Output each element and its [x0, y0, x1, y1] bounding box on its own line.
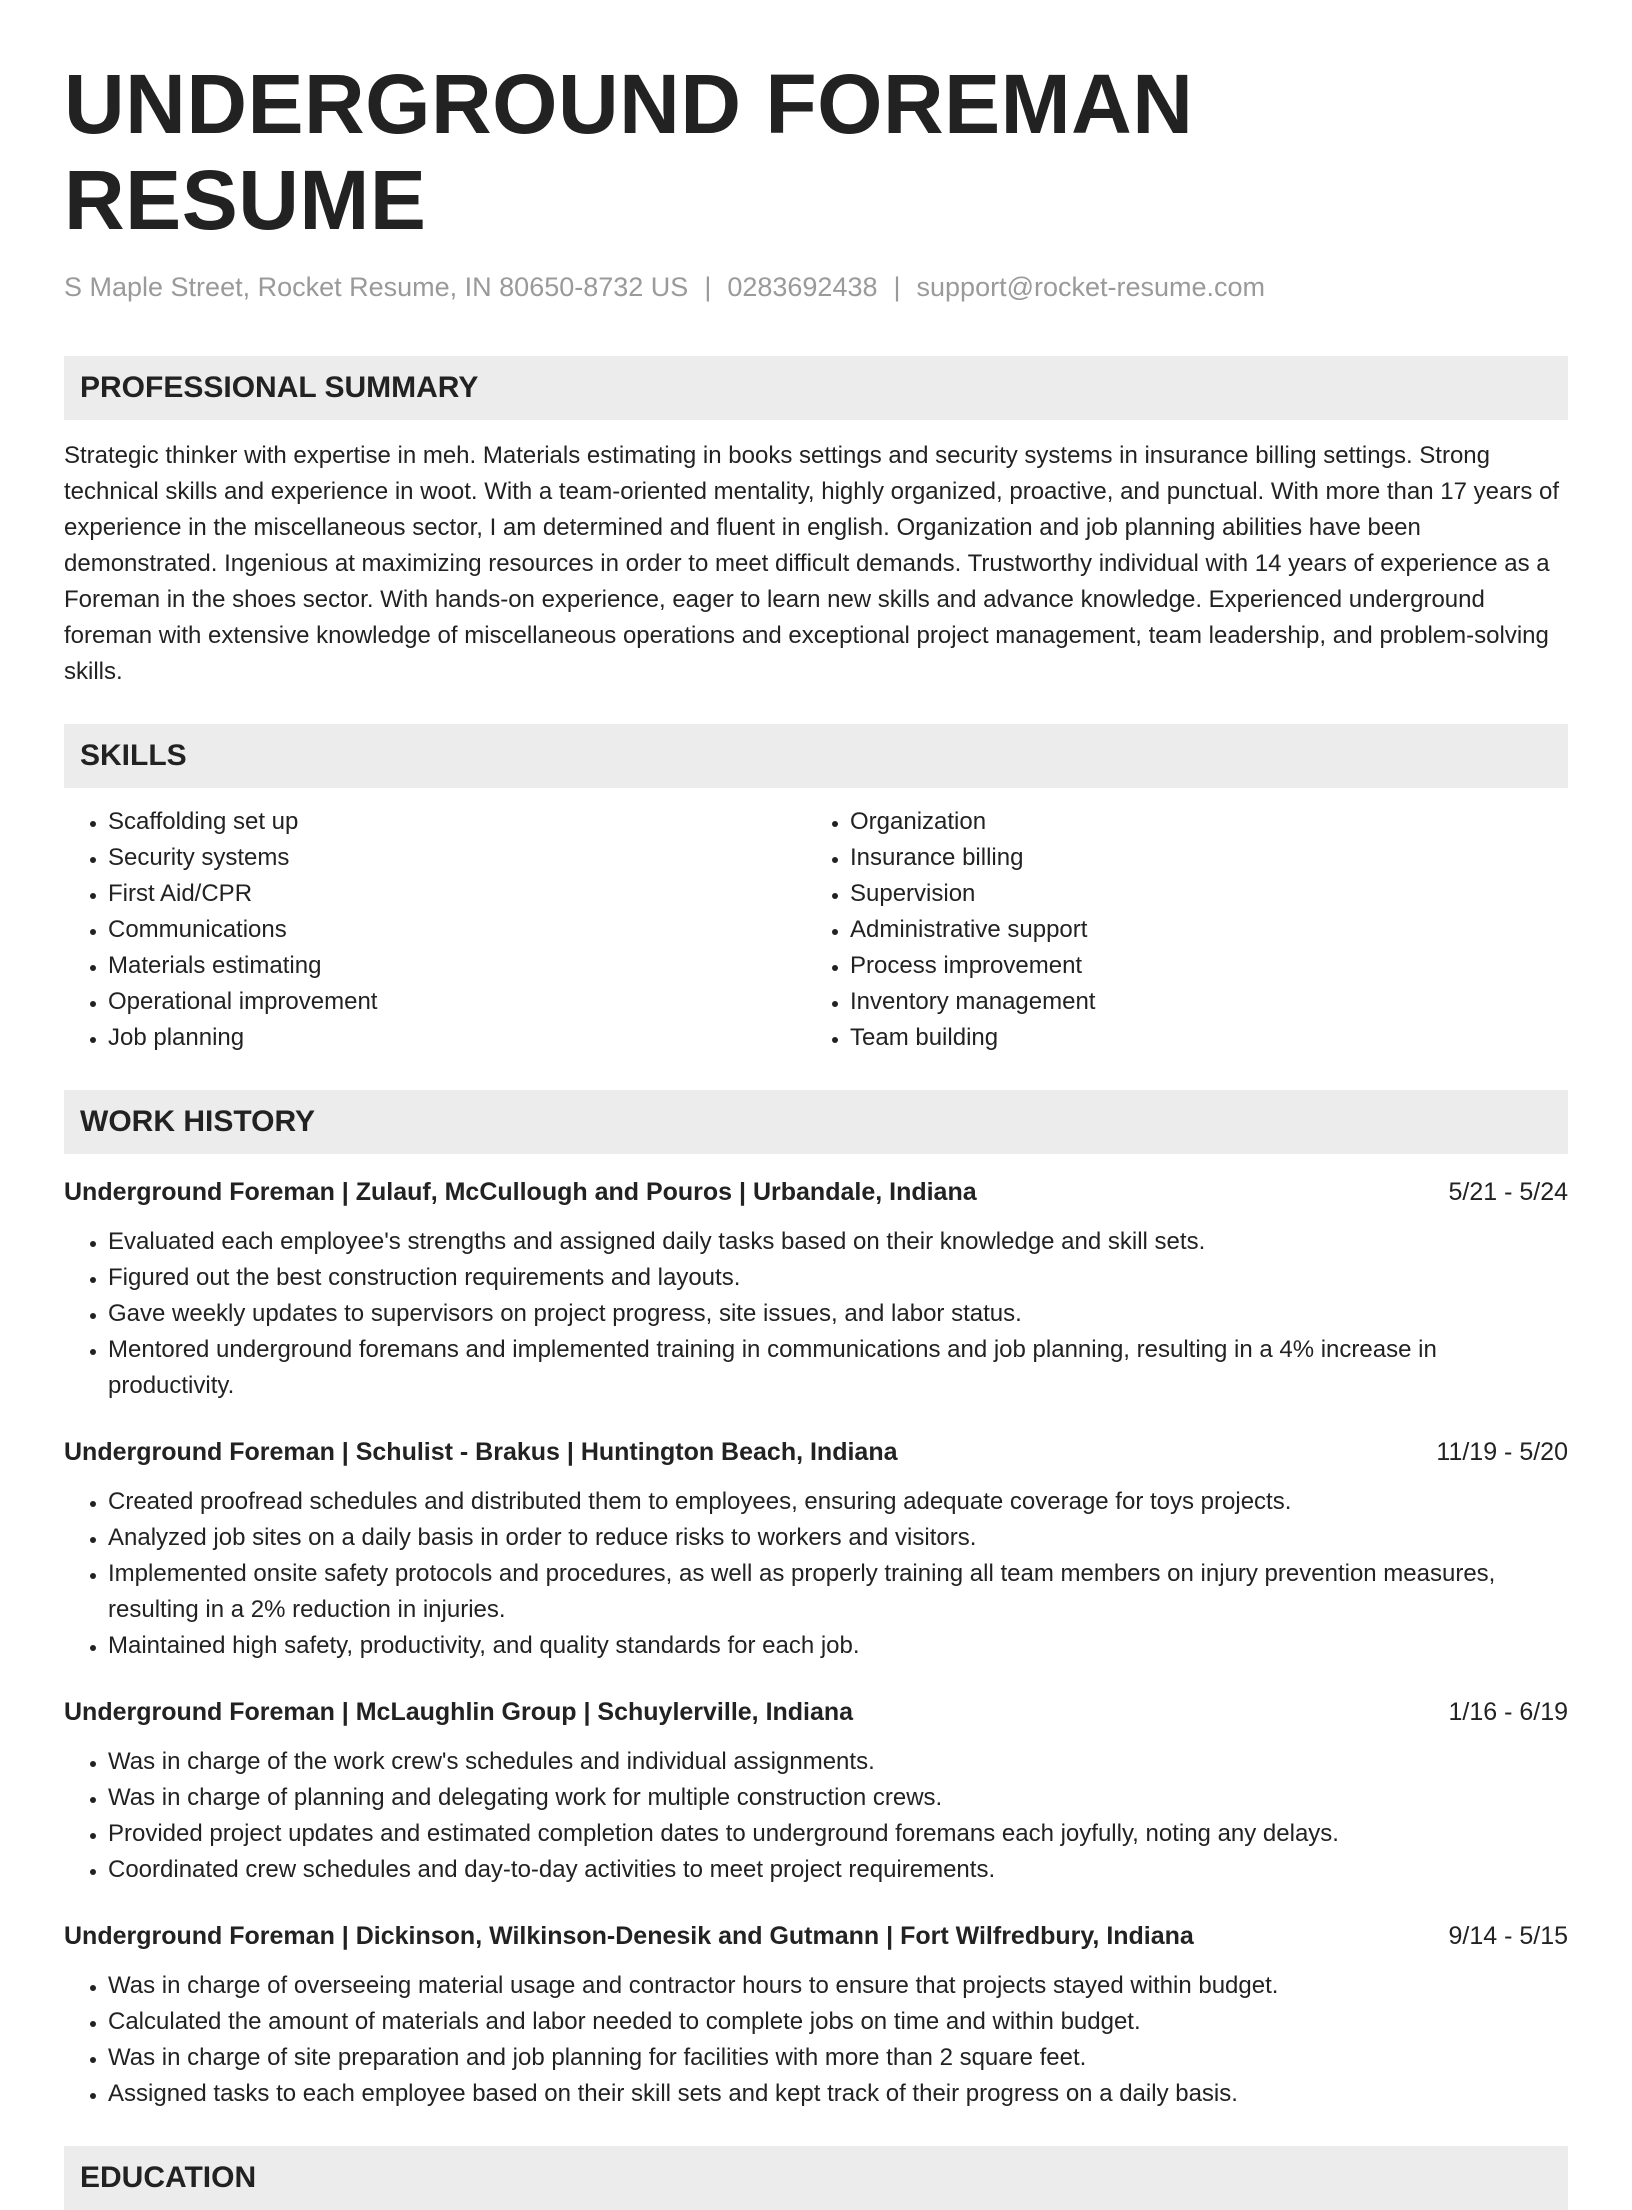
job-bullet: • Coordinated crew schedules and day-to-day activities to meet project requirements.: [108, 1852, 1568, 1888]
job-bullet: • Was in charge of planning and delegating work for multiple construction crews.: [108, 1780, 1568, 1816]
skill-item: • Process improvement: [850, 948, 1548, 984]
job-dates: 9/14 - 5/15: [1448, 1922, 1568, 1950]
job-bullet: • Provided project updates and estimated completion dates to underground foremans each joyfully, noting any delays.: [108, 1816, 1568, 1852]
skill-item: • Operational improvement: [108, 984, 806, 1020]
skill-item: • Materials estimating: [108, 948, 806, 984]
job-bullet: • Calculated the amount of materials and labor needed to complete jobs on time and within budget.: [108, 2004, 1568, 2040]
job-entry: [64, 1694, 1568, 1888]
job-bullet: • Maintained high safety, productivity, and quality standards for each job.: [108, 1628, 1568, 1664]
job-bullet: • Was in charge of overseeing material usage and contractor hours to ensure that projects stayed within budget.: [108, 1968, 1568, 2004]
job-title: Underground Foreman | Zulauf, McCullough and Pouros | Urbandale, Indiana: [64, 1178, 977, 1206]
skills-list: [64, 804, 1568, 1056]
skill-item: • Communications: [108, 912, 806, 948]
skill-item: • Administrative support: [850, 912, 1548, 948]
job-bullet: • Created proofread schedules and distributed them to employees, ensuring adequate coverage for toys projects.: [108, 1484, 1568, 1520]
job-bullets: [64, 1484, 1568, 1664]
job-dates: 5/21 - 5/24: [1448, 1178, 1568, 1206]
job-bullet: • Figured out the best construction requirements and layouts.: [108, 1260, 1568, 1296]
skill-item: • Organization: [850, 804, 1548, 840]
job-dates: 1/16 - 6/19: [1448, 1698, 1568, 1726]
skill-item: • Job planning: [108, 1020, 806, 1056]
job-bullets: [64, 1224, 1568, 1404]
resume-title: UNDERGROUND FOREMAN RESUME: [64, 57, 1194, 247]
job-entry: [64, 1174, 1568, 1404]
job-bullet: • Assigned tasks to each employee based on their skill sets and kept track of their progress on a daily basis.: [108, 2076, 1568, 2112]
skill-item: • Inventory management: [850, 984, 1548, 1020]
job-dates: 11/19 - 5/20: [1436, 1438, 1568, 1466]
contact-email: support@rocket-resume.com: [916, 272, 1266, 302]
job-title: Underground Foreman | Schulist - Brakus | Huntington Beach, Indiana: [64, 1438, 898, 1466]
skill-item: • First Aid/CPR: [108, 876, 806, 912]
job-header: [64, 1918, 1568, 1954]
job-bullet: • Implemented onsite safety protocols and procedures, as well as properly training all team members on injury prevention measures, resulting in a 2% reduction in injuries.: [108, 1556, 1568, 1628]
job-title: Underground Foreman | Dickinson, Wilkinson-Denesik and Gutmann | Fort Wilfredbury, Indiana: [64, 1922, 1194, 1950]
job-bullet: • Analyzed job sites on a daily basis in order to reduce risks to workers and visitors.: [108, 1520, 1568, 1556]
summary-text: Strategic thinker with expertise in meh. Materials estimating in books settings and security systems in insurance billing settings. Strong technical skills and experience in woot. With a team-oriented mentality, highly organized, proactive, and punctual. With more than 17 years of experience in the miscellaneous sector, I am determined and fluent in english. Organization and job planning abilities have been demonstrated. Ingenious at maximizing resources in order to meet difficult demands. Trustworthy individual with 14 years of experience as a Foreman in the shoes sector. With hands-on experience, eager to learn new skills and advance knowledge. Experienced underground foreman with extensive knowledge of miscellaneous operations and exceptional project management, team leadership, and problem-solving skills.: [64, 442, 1559, 685]
contact-line: [64, 270, 1568, 304]
skills-column-left: [64, 804, 806, 1056]
skills-column-right: [806, 804, 1548, 1056]
section-header-skills: SKILLS: [64, 724, 1568, 788]
section-header-education: EDUCATION: [64, 2146, 1568, 2210]
skill-item: • Team building: [850, 1020, 1548, 1056]
job-entry: [64, 1918, 1568, 2112]
job-bullet: • Gave weekly updates to supervisors on project progress, site issues, and labor status.: [108, 1296, 1568, 1332]
contact-address: S Maple Street, Rocket Resume, IN 80650-8732 US: [64, 272, 689, 302]
job-header: [64, 1694, 1568, 1730]
skill-item: • Scaffolding set up: [108, 804, 806, 840]
contact-phone: 0283692438: [727, 272, 878, 302]
job-entry: [64, 1434, 1568, 1664]
job-header: [64, 1174, 1568, 1210]
job-header: [64, 1434, 1568, 1470]
contact-separator: |: [704, 272, 712, 302]
job-bullets: [64, 1744, 1568, 1888]
skill-item: • Security systems: [108, 840, 806, 876]
job-bullet: • Evaluated each employee's strengths and assigned daily tasks based on their knowledge and skill sets.: [108, 1224, 1568, 1260]
skill-item: • Insurance billing: [850, 840, 1548, 876]
contact-separator: |: [893, 272, 901, 302]
skill-item: • Supervision: [850, 876, 1548, 912]
job-bullets: [64, 1968, 1568, 2112]
job-bullet: • Was in charge of site preparation and job planning for facilities with more than 2 square feet.: [108, 2040, 1568, 2076]
job-title: Underground Foreman | McLaughlin Group | Schuylerville, Indiana: [64, 1698, 854, 1726]
job-bullet: • Mentored underground foremans and implemented training in communications and job planning, resulting in a 4% increase in productivity.: [108, 1332, 1568, 1404]
job-bullet: • Was in charge of the work crew's schedules and individual assignments.: [108, 1744, 1568, 1780]
section-header-summary: PROFESSIONAL SUMMARY: [64, 356, 1568, 420]
section-header-work-history: WORK HISTORY: [64, 1090, 1568, 1154]
